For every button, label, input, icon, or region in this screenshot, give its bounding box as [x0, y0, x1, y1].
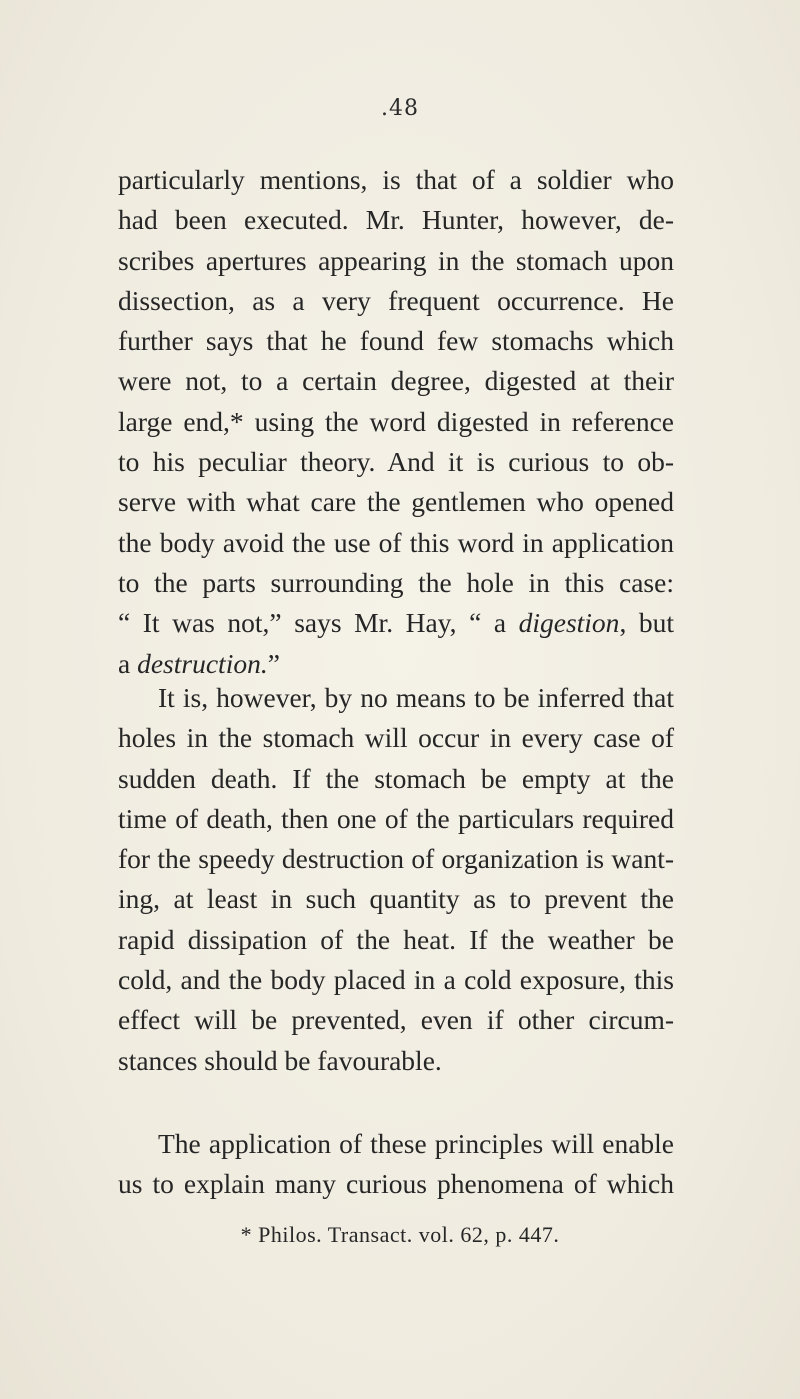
text-line: cold, and the body placed in a cold exposure, this — [118, 964, 674, 996]
closing-quote: ” — [267, 647, 280, 679]
text-line: time of death, then one of the particulars required — [118, 802, 674, 834]
text-line: the body avoid the use of this word in application — [118, 526, 674, 558]
text-line: to the parts surrounding the hole in this case: — [118, 566, 674, 598]
text-line: were not, to a certain degree, digested at their — [118, 365, 674, 397]
text-line: had been executed. Mr. Hunter, however, de- — [118, 204, 674, 236]
text-line: rapid dissipation of the heat. If the weather be — [118, 923, 674, 955]
text-line: large end,* using the word digested in reference — [118, 405, 674, 437]
quote-continuation: , but — [619, 607, 675, 639]
text-line: ing, at least in such quantity as to prevent the — [118, 883, 674, 915]
italic-digestion: digestion — [518, 607, 620, 639]
text-line: serve with what care the gentlemen who opened — [118, 486, 674, 518]
text-line: holes in the stomach will occur in every case of — [118, 722, 674, 754]
text-line: further says that he found few stomachs which — [118, 325, 674, 357]
text-line: It is, however, by no means to be inferred that — [158, 682, 674, 713]
text-line: The application of these principles will enable — [158, 1128, 674, 1159]
text-line: stances should be favourable. — [118, 1044, 442, 1076]
text-line-quote — [118, 603, 674, 643]
article-a: a — [118, 647, 138, 679]
text-line: us to explain many curious phenomena of which — [118, 1168, 674, 1200]
text-line: effect will be prevented, even if other circum- — [118, 1004, 674, 1036]
text-line: to his peculiar theory. And it is curious to ob- — [118, 446, 674, 478]
footnote: * Philos. Transact. vol. 62, p. 447. — [240, 1222, 560, 1247]
text-line: scribes apertures appearing in the stomach upon — [118, 244, 674, 276]
text-line: dissection, as a very frequent occurrence. He — [118, 284, 674, 316]
page-number: .48 — [381, 96, 419, 121]
text-line: for the speedy destruction of organization is want- — [118, 843, 674, 875]
text-line: particularly mentions, is that of a soldier who — [118, 164, 674, 195]
italic-destruction: destruction. — [137, 647, 268, 679]
quote-text: “ It was not,” says Mr. Hay, “ a — [118, 607, 519, 639]
paragraph-2 — [118, 678, 674, 1081]
text-line: sudden death. If the stomach be empty at the — [118, 762, 674, 794]
paragraph-1 — [118, 160, 674, 684]
paragraph-3 — [118, 1124, 674, 1205]
